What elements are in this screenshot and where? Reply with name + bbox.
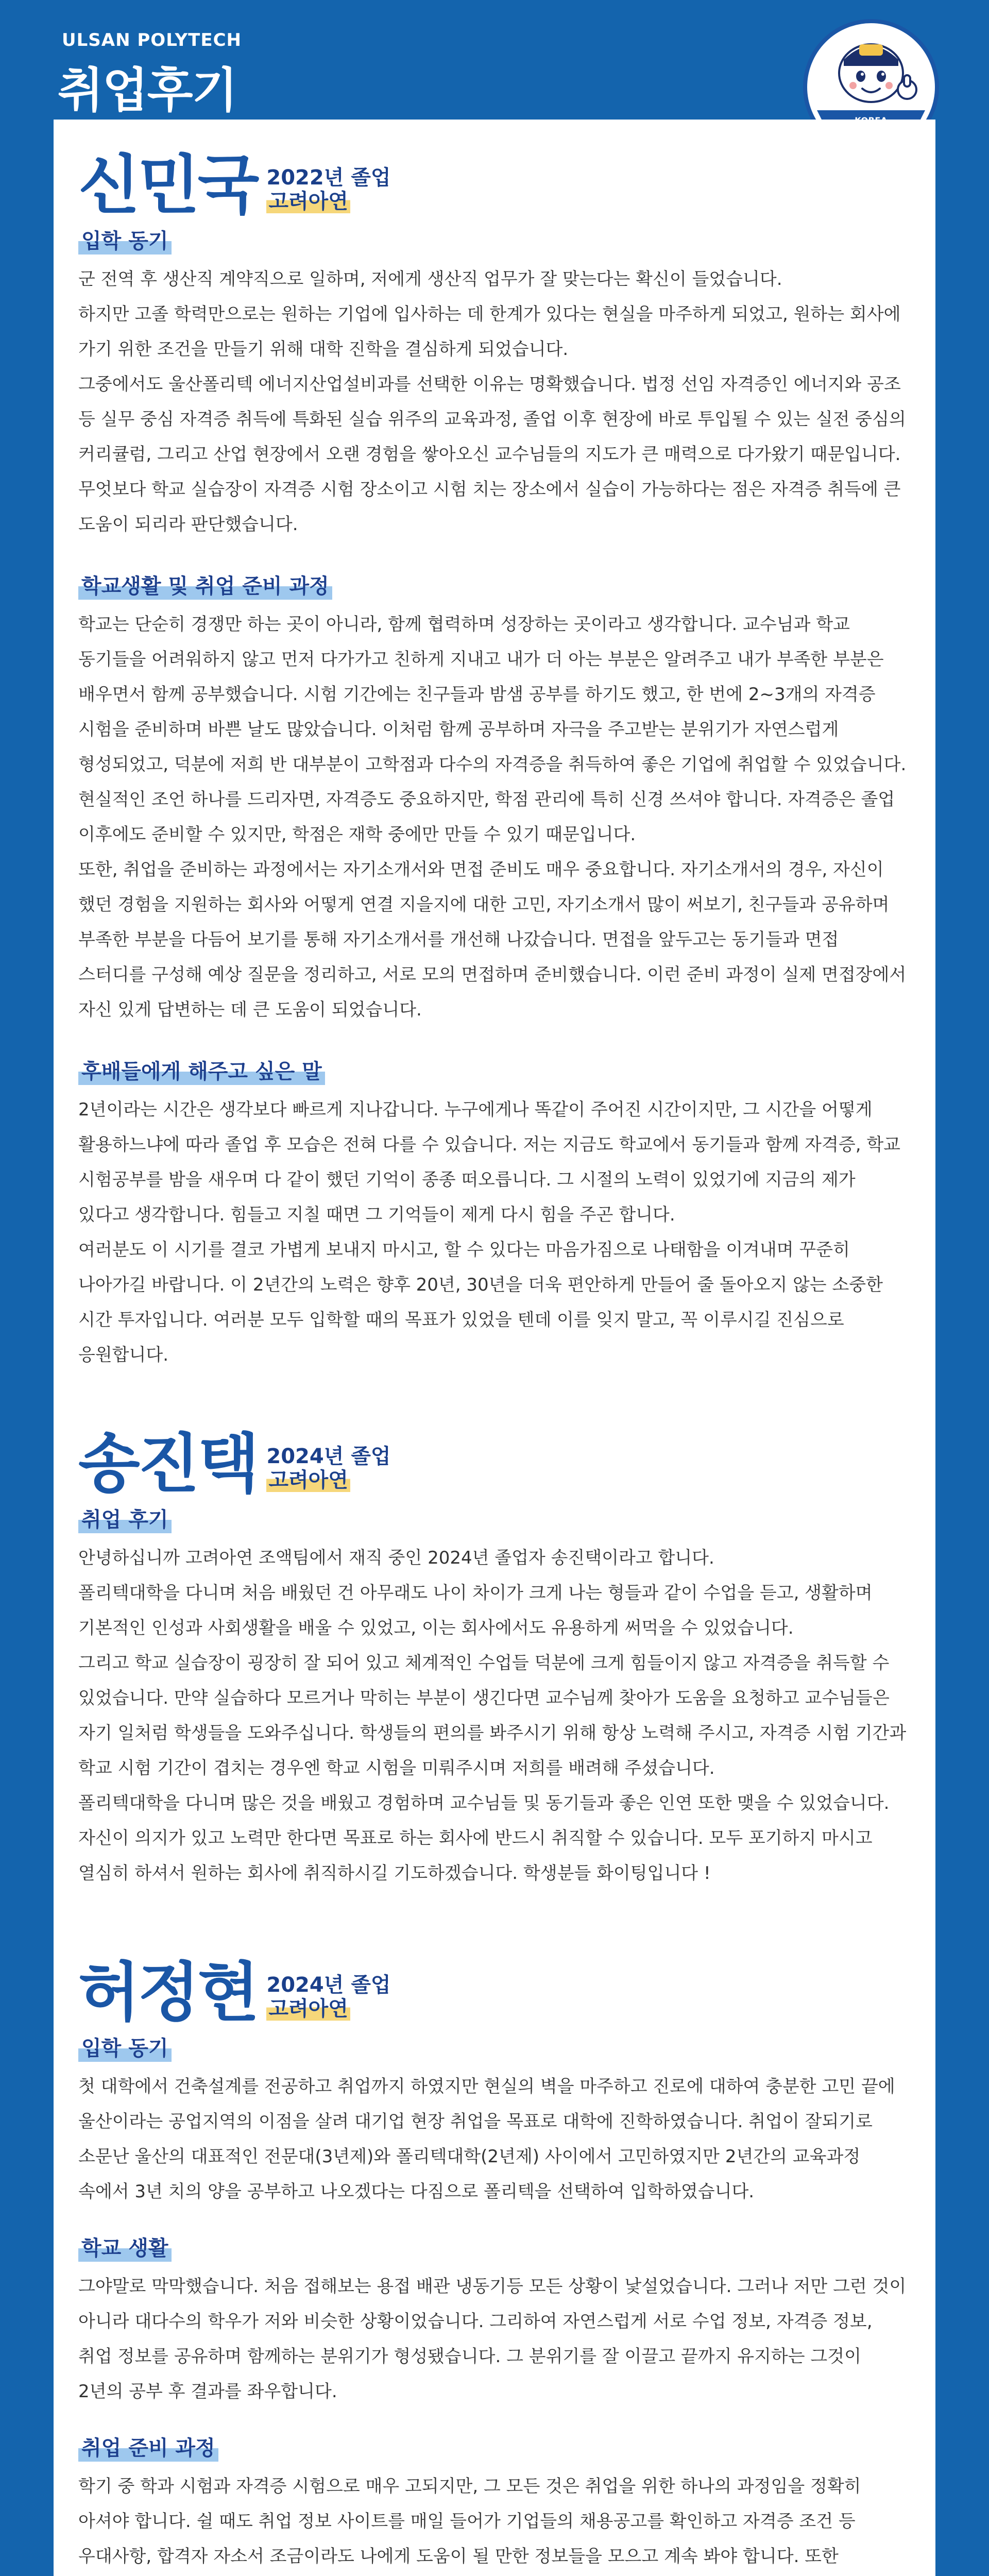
person-meta: [266, 1973, 390, 2021]
paragraph: 또한, 취업을 준비하는 과정에서는 자기소개서와 면접 준비도 매우 중요합니다. 자기소개서의 경우, 자신이 했던 경험을 지원하는 회사와 어떻게 연결 지을지에 대한 고민, 자기소개서 많이 써보기, 친구들과 공유하며 부족한 부분을 다듬어 보기를 통해 자기소개서를 개선해 나갔습니다. 면접을 앞두고는 동기들과 면접 스터디를 구성해 예상 질문을 정리하고, 서로 모의 면접하며 준비했습니다. 이런 준비 과정이 실제 면접장에서 자신 있게 답변하는 데 큰 도움이 되었습니다.: [78, 859, 907, 1020]
person-name: 송진택: [78, 1427, 258, 1501]
person-meta: [266, 1445, 390, 1492]
paragraph: 첫 대학에서 건축설계를 전공하고 취업까지 하였지만 현실의 벽을 마주하고 진로에 대하여 충분한 고민 끝에 울산이라는 공업지역의 이점을 살려 대기업 현장 취업을 목표로 대학에 진학하였습니다. 취업이 잘되기로 소문난 울산의 대표적인 전문대(3년제)와 폴리텍대학(2년제) 사이에서 고민하였지만 2년간의 교육과정 속에서 3년 치의 양을 공부하고 나오겠다는 다짐으로 폴리텍을 선택하여 입학하였습니다.: [78, 2076, 895, 2202]
person-header: [78, 1947, 911, 2030]
company-name: 고려아연: [266, 190, 350, 213]
paragraph: 무엇보다 학교 실습장이 자격증 시험 장소이고 시험 치는 장소에서 실습이 가능하다는 점은 자격증 취득에 큰 도움이 되리라 판단했습니다.: [78, 479, 901, 535]
paragraph: 하지만 고졸 학력만으로는 원하는 기업에 입사하는 데 한계가 있다는 현실을 마주하게 되었고, 원하는 회사에 가기 위한 조건을 만들기 위해 대학 진학을 결심하게 되었습니다.: [78, 304, 901, 360]
person-meta: [266, 166, 390, 213]
review-heo-junghyun: [78, 1947, 911, 2576]
paragraph: 안녕하십니까 고려아연 조액팀에서 재직 중인 2024년 졸업자 송진택이라고 합니다.: [78, 1548, 714, 1568]
section-job-prep: [78, 2435, 911, 2576]
paragraph: 그중에서도 울산폴리텍 에너지산업설비과를 선택한 이유는 명확했습니다. 법정 선임 자격증인 에너지와 공조 등 실무 중심 자격증 취득에 특화된 실습 위주의 교육과정, 졸업 이후 현장에 바로 투입될 수 있는 실전 중심의 커리큘럼, 그리고 산업 현장에서 오랜 경험을 쌓아오신 교수님들의 지도가 큰 매력으로 다가왔기 때문입니다.: [78, 374, 906, 465]
section-title: 취업 후기: [78, 1506, 172, 1533]
paragraph: 폴리텍대학을 다니며 많은 것을 배웠고 경험하며 교수님들 및 동기들과 좋은 인연 또한 맺을 수 있었습니다. 자신이 의지가 있고 노력만 한다면 목표로 하는 회사에 반드시 취직할 수 있습니다. 모두 포기하지 마시고 열심히 하셔서 원하는 회사에 취직하시길 기도하겠습니다. 학생분들 화이팅입니다 !: [78, 1793, 890, 1884]
graduation-year: 2024년 졸업: [266, 1445, 391, 1468]
review-shin-minguk: [78, 140, 911, 1372]
paragraph: 폴리텍대학을 다니며 처음 배웠던 건 아무래도 나이 차이가 크게 나는 형들과 같이 수업을 듣고, 생활하며 기본적인 인성과 사회생활을 배울 수 있었고, 이는 회사에서도 유용하게 써먹을 수 있었습니다.: [78, 1583, 873, 1638]
graduation-year: 2022년 졸업: [266, 166, 391, 190]
reviews-content: [78, 140, 911, 2576]
section-title: 입학 동기: [78, 228, 172, 255]
person-name: 허정현: [78, 1956, 258, 2030]
review-song-jintaek: [78, 1419, 911, 1891]
person-header: [78, 140, 911, 223]
paragraph: 현실적인 조언 하나를 드리자면, 자격증도 중요하지만, 학점 관리에 특히 신경 쓰셔야 합니다. 자격증은 졸업 이후에도 준비할 수 있지만, 학점은 재학 중에만 만들 수 있기 때문입니다.: [78, 789, 895, 845]
paragraph: 학교는 단순히 경쟁만 하는 곳이 아니라, 함께 협력하며 성장하는 곳이라고 생각합니다. 교수님과 학교 동기들을 어려워하지 않고 먼저 다가가고 친하게 지내고 내가 더 아는 부분은 알려주고 내가 부족한 부분은 배우면서 함께 공부했습니다. 시험 기간에는 친구들과 밤샘 공부를 하기도 했고, 한 번에 2~3개의 자격증 시험을 준비하며 바쁜 날도 많았습니다. 이처럼 함께 공부하며 자극을 주고받는 분위기가 자연스럽게 형성되었고, 덕분에 저희 반 대부분이 고학점과 다수의 자격증을 취득하여 좋은 기업에 취업할 수 있었습니다.: [78, 614, 907, 775]
graduation-year: 2024년 졸업: [266, 1973, 391, 1997]
section-employment-review: [78, 1506, 911, 1891]
paragraph: 그리고 학교 실습장이 굉장히 잘 되어 있고 체계적인 수업들 덕분에 크게 힘들이지 않고 자격증을 취득할 수 있었습니다. 만약 실습하다 모르거나 막히는 부분이 생긴다면 교수님께 찾아가 도움을 요청하고 교수님들은 자기 일처럼 학생들을 도와주십니다. 학생들의 편의를 봐주시기 위해 항상 노력해 주시고, 자격증 시험 기간과 학교 시험 기간이 겹치는 경우엔 학교 시험을 미뤄주시며 저희를 배려해 주셨습니다.: [78, 1653, 907, 1778]
section-school-life-job-prep: [78, 573, 911, 1027]
page-header: [0, 0, 989, 118]
person-name: 신민국: [78, 148, 258, 223]
person-header: [78, 1419, 911, 1501]
section-advice-to-juniors: [78, 1058, 911, 1372]
section-title: 취업 준비 과정: [78, 2435, 218, 2462]
paragraph: 여러분도 이 시기를 결코 가볍게 보내지 마시고, 할 수 있다는 마음가짐으로 나태함을 이겨내며 꾸준히 나아가길 바랍니다. 이 2년간의 노력은 향후 20년, 30년을 더욱 편안하게 만들어 줄 돌아오지 않는 소중한 시간 투자입니다. 여러분 모두 입학할 때의 목표가 있었을 텐데 이를 잊지 말고, 꼭 이루시길 진심으로 응원합니다.: [78, 1240, 883, 1365]
paragraph: 그야말로 막막했습니다. 처음 접해보는 용접 배관 냉동기등 모든 상황이 낯설었습니다. 그러나 저만 그런 것이 아니라 대다수의 학우가 저와 비슷한 상황이었습니다. 그리하여 자연스럽게 서로 수업 정보, 자격증 정보, 취업 정보를 공유하며 함께하는 분위기가 형성됐습니다. 그 분위기를 잘 이끌고 끝까지 유지하는 그것이 2년의 공부 후 결과를 좌우합니다.: [78, 2276, 907, 2402]
section-admission-motive: [78, 228, 911, 542]
paragraph: 학기 중 학과 시험과 자격증 시험으로 매우 고되지만, 그 모든 것은 취업을 위한 하나의 과정임을 정확히 아셔야 합니다. 쉴 때도 취업 정보 사이트를 매일 들어가 기업들의 채용공고를 확인하고 자격증 조건 등 우대사항, 합격자 자소서 조금이라도 나에게 도움이 될 만한 정보들을 모으고 계속 봐야 합니다. 또한: [78, 2476, 861, 2567]
paragraph: 2년이라는 시간은 생각보다 빠르게 지나갑니다. 누구에게나 똑같이 주어진 시간이지만, 그 시간을 어떻게 활용하느냐에 따라 졸업 후 모습은 전혀 다를 수 있습니다. 저는 지금도 학교에서 동기들과 함께 자격증, 학교 시험공부를 밤을 새우며 다 같이 했던 기억이 종종 떠오릅니다. 그 시절의 노력이 있었기에 지금의 제가 있다고 생각합니다. 힘들고 지칠 때면 그 기억들이 제게 다시 힘을 주곤 합니다.: [78, 1099, 901, 1225]
section-title: 후배들에게 해주고 싶은 말: [78, 1058, 325, 1085]
section-admission-motive: [78, 2035, 911, 2209]
company-name: 고려아연: [266, 1468, 350, 1492]
brand-label: ULSAN POLYTECH: [62, 30, 242, 50]
section-title: 학교생활 및 취업 준비 과정: [78, 573, 332, 600]
section-title: 입학 동기: [78, 2035, 172, 2062]
paragraph: 군 전역 후 생산직 계약직으로 일하며, 저에게 생산직 업무가 잘 맞는다는 확신이 들었습니다.: [78, 269, 782, 290]
page-title: 취업후기: [58, 63, 237, 118]
reviews-card: [54, 120, 935, 2576]
company-name: 고려아연: [266, 1997, 350, 2021]
section-title: 학교 생활: [78, 2235, 172, 2262]
section-school-life: [78, 2235, 911, 2409]
